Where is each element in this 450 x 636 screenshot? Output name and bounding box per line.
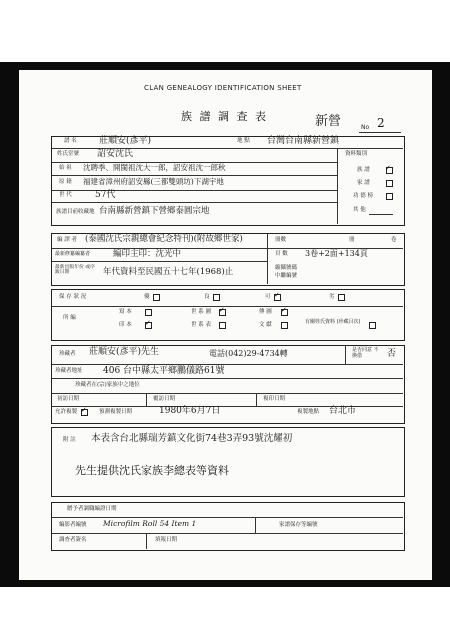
paper-opt-manuscript: 寫 本 bbox=[119, 309, 132, 315]
type-opt-merit: 功 德 榜 bbox=[353, 193, 373, 199]
interviewer-label: 調查者簽名 bbox=[59, 537, 87, 543]
type-checkbox-family[interactable] bbox=[386, 180, 393, 187]
english-title: CLAN GENEALOGY IDENTIFICATION SHEET bbox=[144, 84, 302, 92]
film-label: 縮攝號碼 bbox=[275, 265, 298, 271]
lend-date-label: 預測複製日期 bbox=[99, 409, 133, 415]
paper-checkbox-table[interactable] bbox=[219, 322, 226, 329]
lend-place-label: 複製地點 bbox=[297, 409, 320, 415]
holder-label: 珍藏者 bbox=[59, 351, 76, 357]
type-opt-genealogy: 族 譜 bbox=[357, 167, 370, 173]
gen-value: 57代 bbox=[95, 190, 116, 200]
ancestor-value: 沈聘季、開閩祖沈大一郎，詔安祖沈一郎秋 bbox=[83, 163, 226, 172]
check-mark-icon: ✓ bbox=[385, 164, 391, 172]
cond-opt-excellent: 優 bbox=[144, 294, 150, 300]
paper-opt-table: 世 系 表 bbox=[191, 322, 211, 328]
consent-value: 否 bbox=[387, 349, 397, 359]
genealogy-sheet bbox=[19, 70, 432, 580]
year-value: 年代資料至民國五十七年(1968)止 bbox=[103, 267, 234, 277]
paper-checkbox-manuscript[interactable] bbox=[145, 309, 152, 316]
type-opt-family: 家 譜 bbox=[357, 180, 370, 186]
lend-date-value: 1980年6月7日 bbox=[159, 406, 221, 416]
check-mark-icon: ✓ bbox=[281, 306, 287, 314]
check-mark-icon: ✓ bbox=[145, 319, 151, 327]
chinese-title: 族 譜 調 查 表 bbox=[181, 110, 268, 123]
addr-label: 珍藏者地址 bbox=[55, 368, 83, 374]
cond-opt-good: 良 bbox=[204, 294, 210, 300]
vol-value: 冊 bbox=[349, 237, 355, 243]
ed-label: 最新修纂編纂者 bbox=[55, 251, 91, 257]
editor-value: (泰國沈氏宗親總會紀念特刊)(附故鄉世家) bbox=[85, 234, 243, 244]
gen-label: 世 代 bbox=[59, 192, 72, 198]
paper-opt-documents: 文 獻 bbox=[259, 322, 272, 328]
rep-label: 珍藏者在(宗)家族中之地位 bbox=[75, 382, 140, 388]
pages-value: 3卷+2面+134頁 bbox=[305, 249, 368, 258]
vol-no-label: 卷 bbox=[391, 237, 397, 243]
paper-opt-biography: 傳 圖 bbox=[259, 309, 272, 315]
surveyor-label: 贈予者調職編證日期 bbox=[67, 506, 117, 512]
handwritten-code: 新營 bbox=[315, 114, 342, 129]
title-label: 譜 名 bbox=[64, 138, 77, 144]
type-label: 資料類別 bbox=[345, 151, 368, 157]
place-value: 台灣台南縣新營鎮 bbox=[267, 136, 340, 146]
origin-value: 福建省漳州府詔安縣(三都雙頭坊)下湖宇地 bbox=[83, 177, 224, 186]
pages-label: 頁 數 bbox=[275, 251, 288, 257]
section-condition bbox=[51, 289, 405, 341]
cond-checkbox-excellent[interactable] bbox=[153, 294, 160, 301]
copy-date-label: 複印日期 bbox=[263, 396, 286, 402]
holder-value: 莊順安(彥平)先生 bbox=[89, 347, 160, 357]
paper-checkbox-documents[interactable] bbox=[281, 322, 288, 329]
consent-label: 是否同意 不換借 bbox=[352, 347, 379, 359]
first-visit-label: 初訪日期 bbox=[57, 396, 80, 402]
cond-checkbox-poor[interactable] bbox=[338, 294, 345, 301]
origin-label: 原 籍 bbox=[59, 179, 72, 185]
cond-label: 保 存 狀 況 bbox=[59, 294, 87, 300]
cond-opt-poor: 劣 bbox=[329, 294, 335, 300]
check-mark-icon: ✓ bbox=[274, 291, 280, 299]
lend-place-value: 台北市 bbox=[329, 406, 357, 416]
permit-label: 允許複製 bbox=[55, 409, 78, 415]
no-underline bbox=[359, 132, 401, 133]
type-opt-other: 其 他 bbox=[353, 207, 366, 213]
report-date-label: 填報日期 bbox=[155, 537, 178, 543]
year-label: 最新出版年份 或序跋日期 bbox=[55, 265, 95, 276]
film-no-label: 編影者編號 bbox=[59, 522, 87, 528]
revisit-label: 覆訪日期 bbox=[153, 396, 176, 402]
title-value: 莊順安(彥平) bbox=[99, 136, 152, 146]
vol-label: 冊數 bbox=[275, 237, 287, 243]
now-value: 台南縣新營鎮下營鄉泰圓宗地 bbox=[99, 206, 210, 216]
type-checkbox-merit[interactable] bbox=[386, 193, 393, 200]
paper-opt-chart: 世 系 圖 bbox=[191, 309, 211, 315]
note-line-1: 本表含台北縣瑞芳鎮文化街74巷3弄93號沈耀初 bbox=[91, 433, 293, 444]
paper-opt-printed: 印 本 bbox=[119, 322, 132, 328]
check-mark-icon: ✓ bbox=[219, 306, 225, 314]
index-label: 有關姓氏資料 (珍藏目次) bbox=[305, 319, 361, 325]
now-label: 族譜目前收藏地 bbox=[56, 209, 95, 215]
place-label: 地 點 bbox=[237, 138, 250, 144]
cond-opt-fair: 可 bbox=[265, 294, 271, 300]
hall-label: 姓氏堂號 bbox=[57, 151, 80, 157]
no-value: 2 bbox=[377, 116, 385, 130]
hall-value: 詔安沈氏 bbox=[97, 149, 134, 159]
check-mark-icon: ✓ bbox=[81, 406, 87, 414]
film-no-value: Microfilm Roll 54 Item 1 bbox=[103, 519, 197, 528]
index-checkbox[interactable] bbox=[369, 322, 376, 329]
film2-label: 中繼編號 bbox=[275, 273, 298, 279]
ed-value: 編印主印：沈光中 bbox=[113, 249, 182, 259]
note-line-2: 先生提供沈氏家族李總表等資料 bbox=[75, 464, 229, 477]
family-file-label: 家譜保存等編號 bbox=[279, 522, 318, 528]
no-label: No bbox=[361, 124, 370, 131]
paper-label: 所 編 bbox=[63, 315, 76, 321]
addr-value: 406 台中縣太平鄉鵬儀路61號 bbox=[103, 366, 225, 376]
editor-label: 編 譯 者 bbox=[57, 237, 77, 243]
cond-checkbox-good[interactable] bbox=[213, 294, 220, 301]
note-label: 附 註 bbox=[63, 437, 76, 443]
phone-value: 電話(042)29-4734轉 bbox=[209, 349, 288, 358]
ancestor-label: 始 祖 bbox=[59, 165, 72, 171]
